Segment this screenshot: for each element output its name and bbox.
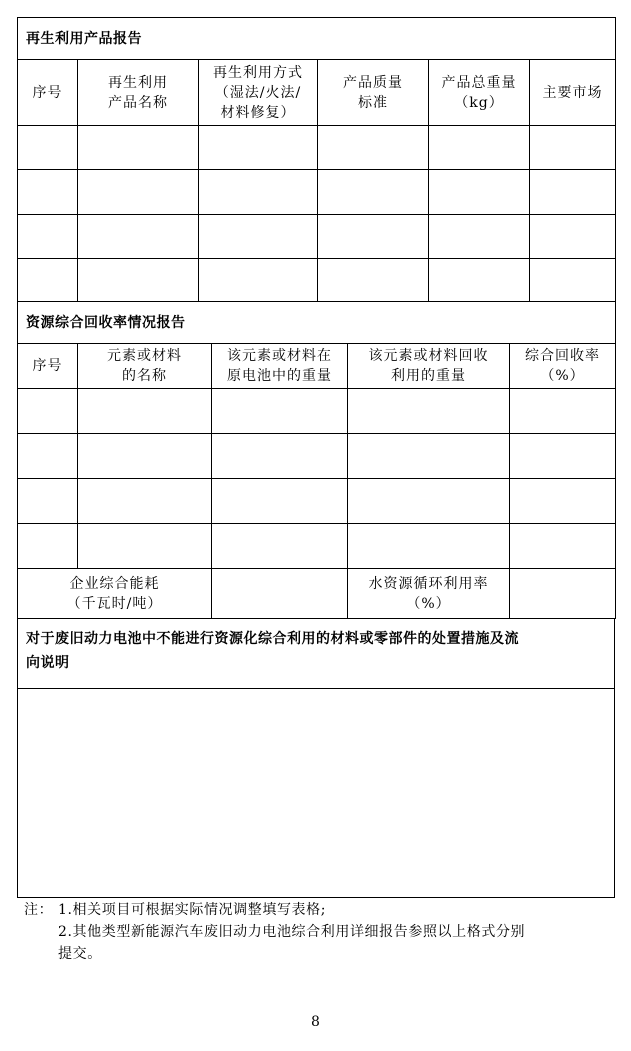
table-cell[interactable] bbox=[78, 524, 212, 569]
table-row bbox=[18, 389, 616, 434]
notes-label: 注： bbox=[24, 902, 54, 918]
table-cell[interactable] bbox=[530, 170, 616, 215]
table-cell[interactable] bbox=[18, 434, 78, 479]
table-row bbox=[18, 524, 616, 569]
table-cell[interactable] bbox=[318, 259, 429, 302]
water-recycling-label: 水资源循环利用率 （%） bbox=[348, 569, 510, 619]
table-cell[interactable] bbox=[429, 259, 530, 302]
header-row bbox=[18, 60, 616, 126]
table-cell[interactable] bbox=[78, 215, 199, 259]
table-cell[interactable] bbox=[530, 259, 616, 302]
energy-consumption-value-cell[interactable] bbox=[212, 569, 348, 619]
table-cell[interactable] bbox=[78, 389, 212, 434]
table-cell[interactable] bbox=[510, 479, 616, 524]
table-cell[interactable] bbox=[212, 524, 348, 569]
table-cell[interactable] bbox=[212, 434, 348, 479]
table-cell[interactable] bbox=[530, 215, 616, 259]
table-cell[interactable] bbox=[18, 170, 78, 215]
header-original-weight: 该元素或材料在 原电池中的重量 bbox=[212, 344, 348, 389]
section-title: 资源综合回收率情况报告 bbox=[18, 302, 616, 344]
page-number: 8 bbox=[311, 1014, 320, 1030]
header-quality-standard: 产品质量 标准 bbox=[318, 60, 429, 126]
table-cell[interactable] bbox=[318, 170, 429, 215]
table-cell[interactable] bbox=[199, 215, 318, 259]
table-cell[interactable] bbox=[429, 126, 530, 170]
table-cell[interactable] bbox=[348, 524, 510, 569]
note-1: 1.相关项目可根据实际情况调整填写表格; bbox=[58, 902, 327, 918]
notes bbox=[24, 899, 614, 965]
header-recovered-weight: 该元素或材料回收 利用的重量 bbox=[348, 344, 510, 389]
table-cell[interactable] bbox=[18, 215, 78, 259]
table-cell[interactable] bbox=[530, 126, 616, 170]
disposal-description-table bbox=[17, 618, 615, 898]
table-cell[interactable] bbox=[199, 126, 318, 170]
table-row bbox=[18, 170, 616, 215]
table-cell[interactable] bbox=[212, 389, 348, 434]
table-cell[interactable] bbox=[318, 126, 429, 170]
summary-row bbox=[18, 569, 616, 619]
energy-consumption-label: 企业综合能耗 （千瓦时/吨） bbox=[18, 569, 212, 619]
header-recycling-method: 再生利用方式 （湿法/火法/ 材料修复） bbox=[199, 60, 318, 126]
table-cell[interactable] bbox=[78, 126, 199, 170]
note-2: 2.其他类型新能源汽车废旧动力电池综合利用详细报告参照以上格式分别 提交。 bbox=[58, 924, 526, 962]
header-main-market: 主要市场 bbox=[530, 60, 616, 126]
table-cell[interactable] bbox=[18, 259, 78, 302]
table-cell[interactable] bbox=[212, 479, 348, 524]
table-cell[interactable] bbox=[18, 389, 78, 434]
table-cell[interactable] bbox=[510, 524, 616, 569]
table-cell[interactable] bbox=[348, 479, 510, 524]
table-cell[interactable] bbox=[348, 434, 510, 479]
recovery-rate-report-table bbox=[17, 301, 616, 619]
recycled-product-report-table bbox=[17, 17, 616, 302]
table-cell[interactable] bbox=[510, 434, 616, 479]
header-recovery-rate: 综合回收率 （%） bbox=[510, 344, 616, 389]
table-cell[interactable] bbox=[199, 170, 318, 215]
table-row bbox=[18, 215, 616, 259]
table-cell[interactable] bbox=[429, 215, 530, 259]
header-total-weight: 产品总重量 （kg） bbox=[429, 60, 530, 126]
table-row bbox=[18, 126, 616, 170]
table-cell[interactable] bbox=[78, 170, 199, 215]
water-recycling-value-cell[interactable] bbox=[510, 569, 616, 619]
table-cell[interactable] bbox=[18, 479, 78, 524]
section-title: 再生利用产品报告 bbox=[18, 18, 616, 60]
table-cell[interactable] bbox=[18, 524, 78, 569]
table-cell[interactable] bbox=[199, 259, 318, 302]
table-cell[interactable] bbox=[78, 479, 212, 524]
table-cell[interactable] bbox=[510, 389, 616, 434]
header-serial: 序号 bbox=[18, 60, 78, 126]
table-row bbox=[18, 259, 616, 302]
header-product-name: 再生利用 产品名称 bbox=[78, 60, 199, 126]
table-row bbox=[18, 434, 616, 479]
disposal-description-cell[interactable] bbox=[18, 689, 615, 898]
header-serial: 序号 bbox=[18, 344, 78, 389]
table-cell[interactable] bbox=[348, 389, 510, 434]
table-cell[interactable] bbox=[429, 170, 530, 215]
section-title: 对于废旧动力电池中不能进行资源化综合利用的材料或零部件的处置措施及流 向说明 bbox=[18, 619, 615, 689]
table-cell[interactable] bbox=[78, 434, 212, 479]
table-row bbox=[18, 479, 616, 524]
header-material-name: 元素或材料 的名称 bbox=[78, 344, 212, 389]
table-cell[interactable] bbox=[18, 126, 78, 170]
table-cell[interactable] bbox=[318, 215, 429, 259]
header-row bbox=[18, 344, 616, 389]
table-cell[interactable] bbox=[78, 259, 199, 302]
